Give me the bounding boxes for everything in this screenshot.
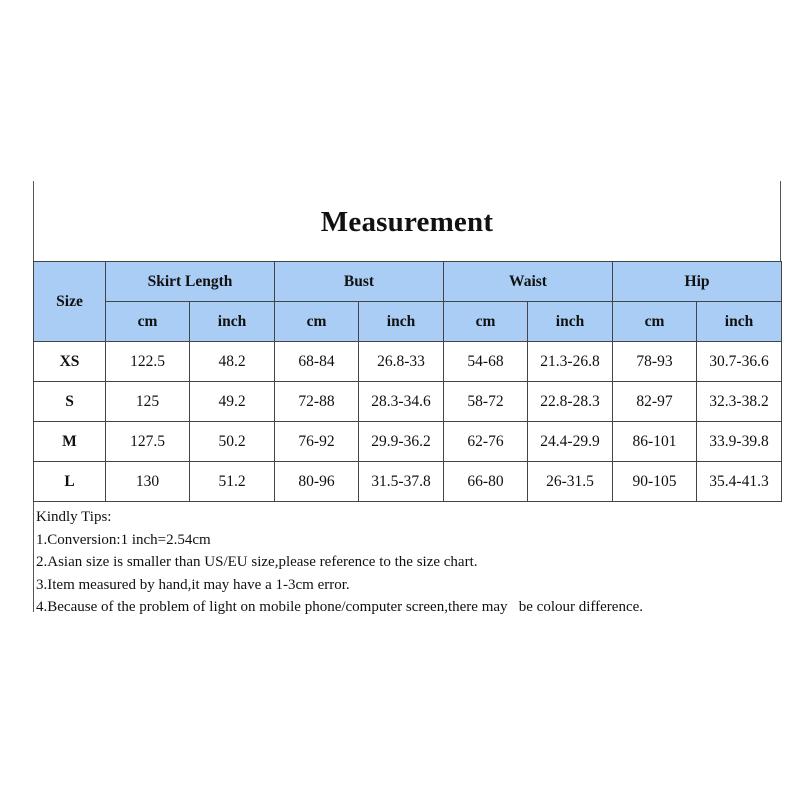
table-cell: 54-68 xyxy=(444,342,528,382)
size-cell: M xyxy=(34,422,106,462)
tip-item: 2.Asian size is smaller than US/EU size,please reference to the size chart. xyxy=(36,554,478,570)
table-cell: 21.3-26.8 xyxy=(528,342,613,382)
table-cell: 58-72 xyxy=(444,382,528,422)
group-header-row xyxy=(34,262,782,302)
table-cell: 35.4-41.3 xyxy=(697,462,782,502)
group-header-hip: Hip xyxy=(613,262,782,302)
table-cell: 68-84 xyxy=(275,342,359,382)
title-row xyxy=(33,181,781,261)
unit-header: inch xyxy=(528,302,613,342)
unit-header: inch xyxy=(190,302,275,342)
table-cell: 82-97 xyxy=(613,382,697,422)
tips-heading: Kindly Tips: xyxy=(36,509,112,525)
kindly-tips xyxy=(33,502,781,615)
table-cell: 62-76 xyxy=(444,422,528,462)
table-cell: 26.8-33 xyxy=(359,342,444,382)
unit-header: cm xyxy=(106,302,190,342)
table-cell: 29.9-36.2 xyxy=(359,422,444,462)
group-header-skirt-length: Skirt Length xyxy=(106,262,275,302)
table-cell: 48.2 xyxy=(190,342,275,382)
table-cell: 22.8-28.3 xyxy=(528,382,613,422)
size-cell: XS xyxy=(34,342,106,382)
table-cell: 30.7-36.6 xyxy=(697,342,782,382)
group-header-waist: Waist xyxy=(444,262,613,302)
table-cell: 33.9-39.8 xyxy=(697,422,782,462)
table-cell: 24.4-29.9 xyxy=(528,422,613,462)
table-cell: 125 xyxy=(106,382,190,422)
table-cell: 127.5 xyxy=(106,422,190,462)
table-cell: 66-80 xyxy=(444,462,528,502)
table-cell: 28.3-34.6 xyxy=(359,382,444,422)
unit-header: cm xyxy=(275,302,359,342)
table-cell: 50.2 xyxy=(190,422,275,462)
table-row xyxy=(34,422,782,462)
table-cell: 32.3-38.2 xyxy=(697,382,782,422)
table-cell: 122.5 xyxy=(106,342,190,382)
table-cell: 51.2 xyxy=(190,462,275,502)
table-cell: 130 xyxy=(106,462,190,502)
size-cell: L xyxy=(34,462,106,502)
page-title: Measurement xyxy=(320,205,494,238)
size-cell: S xyxy=(34,382,106,422)
table-cell: 90-105 xyxy=(613,462,697,502)
table-cell: 80-96 xyxy=(275,462,359,502)
table-cell: 49.2 xyxy=(190,382,275,422)
tip-item: 1.Conversion:1 inch=2.54cm xyxy=(36,531,211,548)
table-cell: 76-92 xyxy=(275,422,359,462)
table-cell: 31.5-37.8 xyxy=(359,462,444,502)
table-cell: 86-101 xyxy=(613,422,697,462)
size-table xyxy=(33,261,782,502)
unit-header-row xyxy=(34,302,782,342)
table-cell: 72-88 xyxy=(275,382,359,422)
table-row xyxy=(34,342,782,382)
group-header-bust: Bust xyxy=(275,262,444,302)
unit-header: cm xyxy=(444,302,528,342)
size-column-header: Size xyxy=(34,262,106,342)
tip-item: 4.Because of the problem of light on mobile phone/computer screen,there may be colour difference. xyxy=(36,599,644,615)
table-cell: 78-93 xyxy=(613,342,697,382)
size-chart xyxy=(33,181,781,615)
table-row xyxy=(34,462,782,502)
unit-header: inch xyxy=(697,302,782,342)
unit-header: inch xyxy=(359,302,444,342)
tip-item: 3.Item measured by hand,it may have a 1-3cm error. xyxy=(36,576,350,593)
table-cell: 26-31.5 xyxy=(528,462,613,502)
unit-header: cm xyxy=(613,302,697,342)
table-row xyxy=(34,382,782,422)
